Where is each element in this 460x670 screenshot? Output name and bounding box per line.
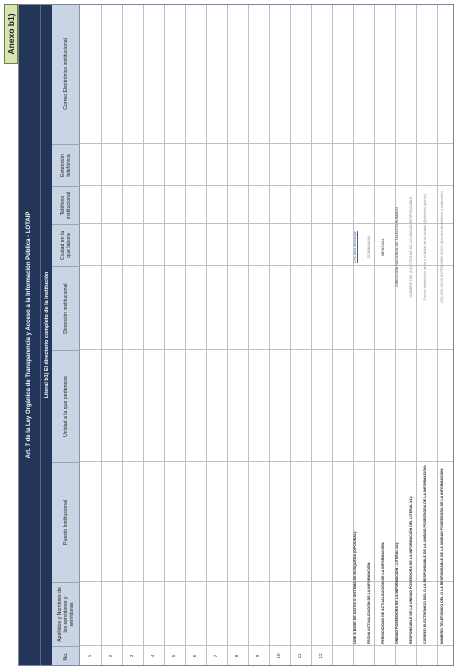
footer-label-phone: NÚMERO TELEFÓNICO DEL O LA RESPONSABLE DE LA UNIDAD POSEEDORA DE LA INFORMACIÓN: [440, 467, 444, 644]
footer-label-responsible: RESPONSABLE DE LA UNIDAD POSEEDORA DE LA INFORMACIÓN DEL LITERAL b1): [409, 495, 413, 644]
footer-label-periodicity: PERIODICIDAD DE ACTUALIZACIÓN DE LA INFORMACIÓN: [381, 541, 385, 644]
footer-label-update-date: FECHA ACTUALIZACIÓN DE LA INFORMACIÓN: [367, 561, 371, 644]
footer-value-responsible: NOMBRE DEL (LA) TITULAR DE LA UNIDAD RESPONSABLE [409, 196, 413, 298]
column-header-position: Puesto Institucional [52, 462, 80, 582]
column-header-number: No. [52, 646, 80, 666]
column-header-extension: Extensión telefónica [52, 144, 80, 186]
row-number: 3 [129, 654, 134, 658]
column-header-names: Apellidos y Nombres de los servidores y servidoras [52, 582, 80, 646]
footer-label-link: LINK A BASE DE DATOS O SISTEMA DE BÚSQUEDA (OPCIONAL): [353, 530, 357, 644]
footer-value-unit: DIRECCIÓN NACIONAL DE TALENTO HUMANO [395, 207, 399, 287]
row-number: 8 [234, 654, 239, 658]
footer-value-phone: (02) 2XX-XXXX EXTENSIÓN XXXX (Número de teléfono y extensión) [440, 191, 444, 303]
row-number: 9 [255, 654, 260, 658]
row-number: 10 [276, 653, 281, 659]
row-number: 12 [318, 653, 323, 659]
row-number: 11 [297, 653, 302, 659]
column-header-email: Correo Electrónico institucional [62, 38, 69, 110]
footer-value-update-date: DD/MM/AAAA [367, 235, 371, 259]
row-number: 2 [108, 654, 113, 658]
row-number: 1 [87, 654, 92, 658]
row-number: 7 [213, 654, 218, 658]
annex-badge [4, 4, 18, 64]
data-grid [80, 4, 454, 666]
row-number: 6 [192, 654, 197, 658]
column-header-address: Dirección institucional [52, 266, 80, 350]
footer-value-email: Correo electrónico de la o el titular de la unidad (@dominio.gob.ec) [423, 193, 427, 301]
page-subtitle: Literal b1) El directorio completo de la institución [43, 271, 50, 399]
footer-value-link[interactable]: Link para descargar [353, 231, 357, 263]
column-header-unit: Unidad a la que pertenece [52, 350, 80, 462]
title-bar [18, 4, 40, 666]
footer-label-email: CORREO ELECTRÓNICO DEL O LA RESPONSABLE DE LA UNIDAD POSEEDORA DE LA INFORMACIÓN: [423, 465, 427, 644]
subtitle-bar [40, 4, 52, 666]
column-header-phone: Teléfono institucional [52, 186, 80, 224]
row-number: 4 [150, 654, 155, 658]
column-header-city: Ciudad en la que labora [52, 224, 80, 266]
footer-label-unit: UNIDAD POSEEDORA DE LA INFORMACIÓN - LITERAL b1): [395, 541, 399, 644]
page-title: Art. 7 de la Ley Orgánica de Transparencia y Acceso a la Información Pública - LOTAIP [26, 211, 32, 459]
footer-value-periodicity: MENSUAL [381, 238, 385, 256]
annex-label: Anexo b1) [6, 13, 16, 55]
row-number: 5 [171, 654, 176, 658]
column-header-row [52, 4, 80, 666]
